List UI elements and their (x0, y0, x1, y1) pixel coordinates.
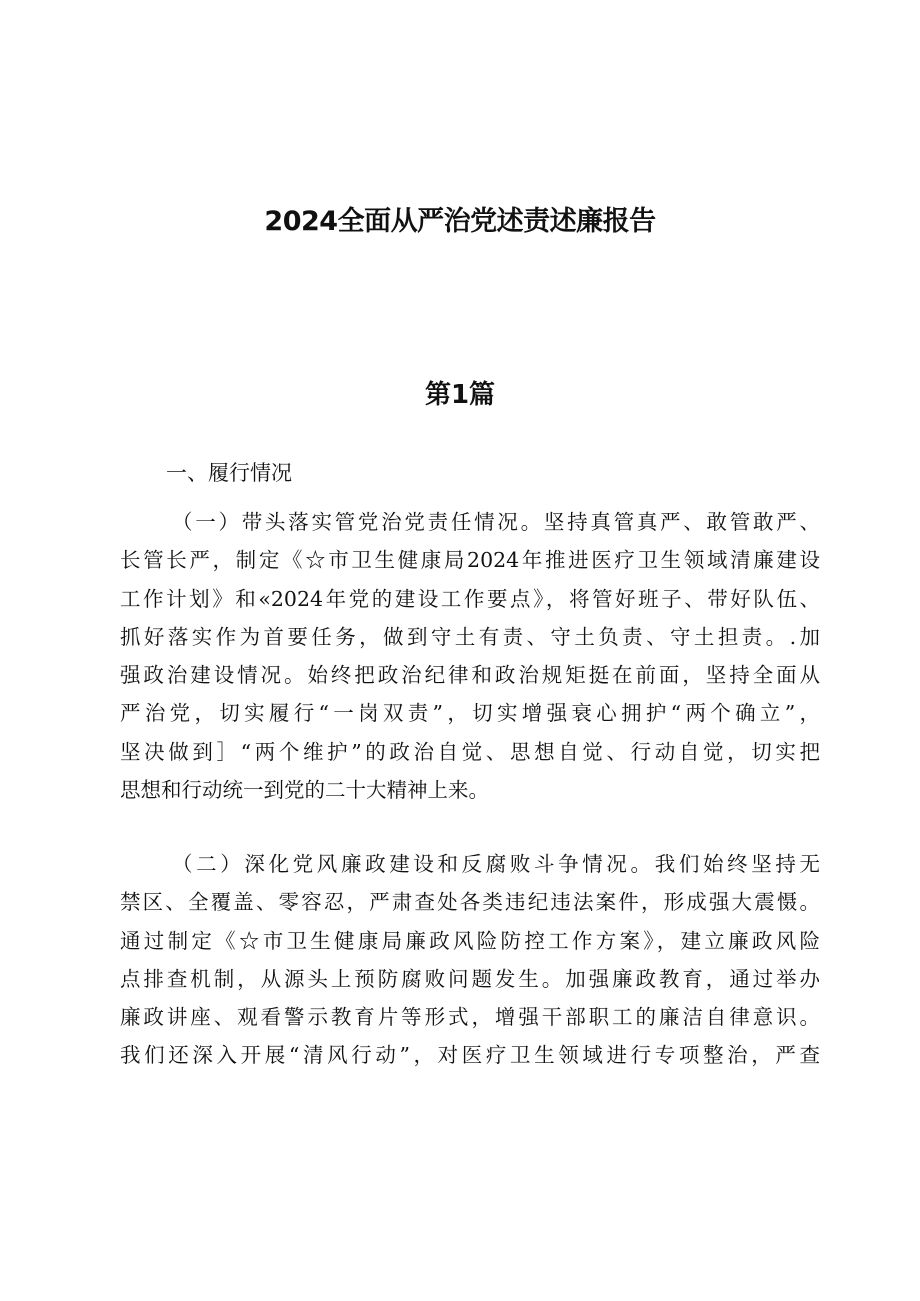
paragraph-1 (120, 503, 820, 809)
paragraph-line: （一）带头落实管党治党责任情况。坚持真管真严、敢管敢严、 (172, 510, 820, 534)
document-subtitle: 第1篇 (424, 380, 496, 410)
paragraph-line: 工作计划》和«2024年党的建设工作要点》，将管好班子、带好队伍、 (120, 586, 820, 611)
paragraph-line: 抓好落实作为首要任务，做到守土有责、守土负责、守土担责。.加 (120, 624, 820, 649)
paragraph-line: 严治党，切实履行“一岗双责”，切实增强衰心拥护“两个确立”， (120, 701, 820, 726)
paragraph-2 (120, 845, 820, 1075)
paragraph-line: 长管长严，制定《☆市卫生健康局2024年推进医疗卫生领域清廉建设 (120, 548, 820, 573)
section-heading: 一、履行情况 (166, 461, 292, 485)
paragraph-line: （二）深化党风廉政建设和反腐败斗争情况。我们始终坚持无 (172, 852, 820, 876)
paragraph-line: 通过制定《☆市卫生健康局廉政风险防控工作方案》，建立廉政风险 (120, 928, 820, 953)
paragraph-line: 思想和行动统一到党的二十大精神上来。 (120, 778, 489, 803)
paragraph-line: 禁区、全覆盖、零容忍，严肃查处各类违纪违法案件，形成强大震慑。 (120, 890, 820, 915)
paragraph-line: 我们还深入开展“清风行动”，对医疗卫生领域进行专项整治，严查 (120, 1043, 820, 1068)
paragraph-line: 强政治建设情况。始终把政治纪律和政治规矩挺在前面，坚持全面从 (120, 663, 820, 688)
paragraph-line: 点排查机制，从源头上预防腐败问题发生。加强廉政教育，通过举办 (120, 966, 820, 991)
paragraph-line: 坚决做到］“两个维护”的政治自觉、思想自觉、行动自觉，切实把 (120, 739, 820, 764)
document-title: 2024全面从严治党述责述廉报告 (264, 206, 656, 237)
paragraph-line: 廉政讲座、观看警示教育片等形式，增强干部职工的廉洁自律意识。 (120, 1005, 820, 1030)
